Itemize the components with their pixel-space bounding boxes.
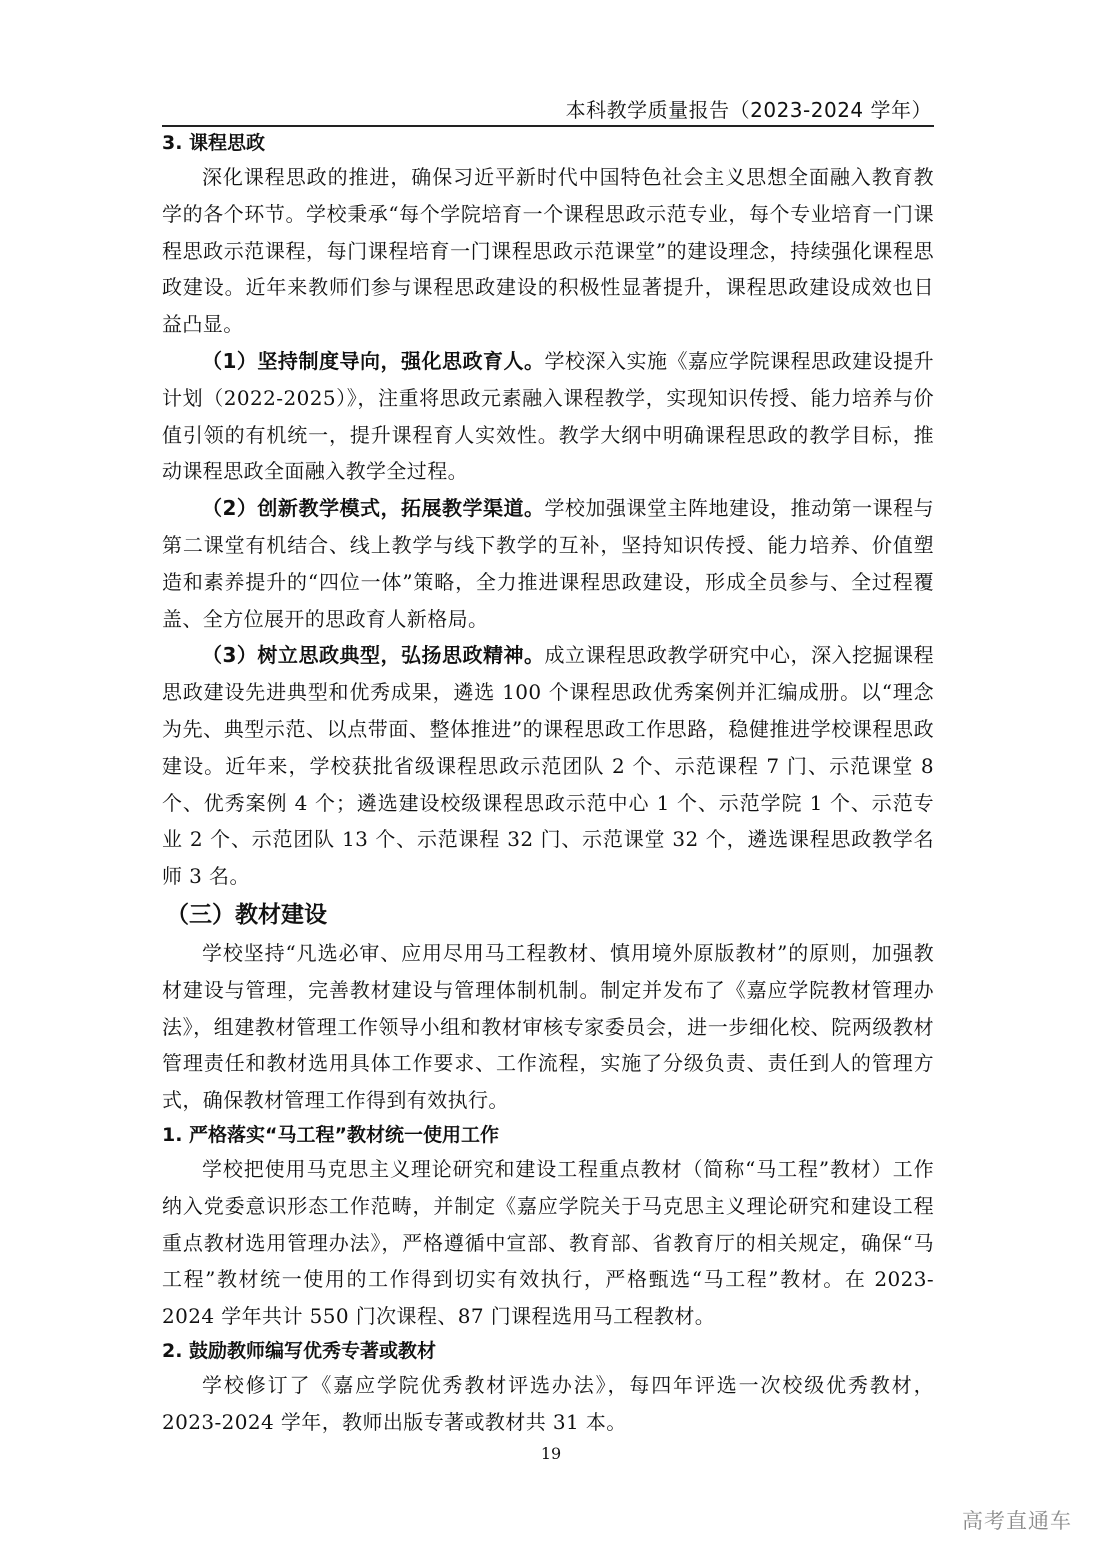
section-heading-textbook-construction: （三）教材建设	[166, 901, 327, 928]
page-number: 19	[540, 1444, 562, 1463]
section-heading-curriculum-ideology: 3. 课程思政	[162, 132, 266, 154]
paragraph-curriculum-ideology-intro: 深化课程思政的推进，确保习近平新时代中国特色社会主义思想全面融入教育教学的各个环节。学校秉承“每个学院培育一个课程思政示范专业，每个专业培育一门课程思政示范课程，每门课程培育一门课程思政示范课堂”的建设理念，持续强化课程思政建设。近年来教师们参与课程思政建设的积极性显著提升，课程思政建设成效也日益凸显。	[162, 165, 934, 337]
paragraph-point-1	[162, 343, 934, 490]
subsection-heading-marxism-textbooks: 1. 严格落实“马工程”教材统一使用工作	[162, 1123, 500, 1146]
point-2-body: 学校加强课堂主阵地建设，推动第一课程与第二课堂有机结合、线上教学与线下教学的互补，坚持知识传授、能力培养、价值塑造和素养提升的“四位一体”策略，全力推进课程思政建设，形成全员参与、全过程覆盖、全方位展开的思政育人新格局。	[162, 496, 934, 631]
paragraph-point-3	[162, 637, 934, 895]
point-3-body: 成立课程思政教学研究中心，深入挖掘课程思政建设先进典型和优秀成果，遴选 100 个课程思政优秀案例并汇编成册。以“理念为先、典型示范、以点带面、整体推进”的课程思政工作思路，稳健推进学校课程思政建设。近年来，学校获批省级课程思政示范团队 2 个、示范课程 7 门、示范课堂 8 个、优秀案例 4 个；遴选建设校级课程思政示范中心 1 个、示范学院 1 个、示范专业 2 个、示范团队 13 个、示范课程 32 门、示范课堂 32 个，遴选课程思政教学名师 3 名。	[162, 643, 934, 889]
point-3-lead: （3）树立思政典型，弘扬思政精神。	[202, 643, 545, 668]
paragraph-excellent-textbooks: 学校修订了《嘉应学院优秀教材评选办法》，每四年评选一次校级优秀教材，2023-2024 学年，教师出版专著或教材共 31 本。	[162, 1372, 934, 1434]
paragraph-point-2	[162, 490, 934, 637]
point-1-lead: （1）坚持制度导向，强化思政育人。	[202, 348, 545, 373]
paragraph-textbook-intro: 学校坚持“凡选必审、应用尽用马工程教材、慎用境外原版教材”的原则，加强教材建设与管理，完善教材建设与管理体制机制。制定并发布了《嘉应学院教材管理办法》，组建教材管理工作领导小组和教材审核专家委员会，进一步细化校、院两级教材管理责任和教材选用具体工作要求、工作流程，实施了分级负责、责任到人的管理方式，确保教材管理工作得到有效执行。	[162, 940, 934, 1113]
point-2-lead: （2）创新教学模式，拓展教学渠道。	[202, 496, 545, 521]
subsection-heading-excellent-textbooks: 2. 鼓励教师编写优秀专著或教材	[162, 1339, 437, 1362]
point-1-body: 学校深入实施《嘉应学院课程思政建设提升计划（2022-2025）》，注重将思政元素融入课程教学，实现知识传授、能力培养与价值引领的有机统一，提升课程育人实效性。教学大纲中明确课程思政的教学目标，推动课程思政全面融入教学全过程。	[162, 348, 934, 484]
watermark-text: 高考直通车	[962, 1509, 1072, 1533]
running-header: 本科教学质量报告（2023-2024 学年）	[565, 98, 932, 122]
paragraph-marxism-textbooks: 学校把使用马克思主义理论研究和建设工程重点教材（简称“马工程”教材）工作纳入党委意识形态工作范畴，并制定《嘉应学院关于马克思主义理论研究和建设工程重点教材选用管理办法》，严格遵循中宣部、教育部、省教育厅的相关规定，确保“马工程”教材统一使用的工作得到切实有效执行，严格甄选“马工程”教材。在 2023-2024 学年共计 550 门次课程、87 门课程选用马工程教材。	[162, 1156, 934, 1329]
page-body	[162, 127, 934, 1441]
